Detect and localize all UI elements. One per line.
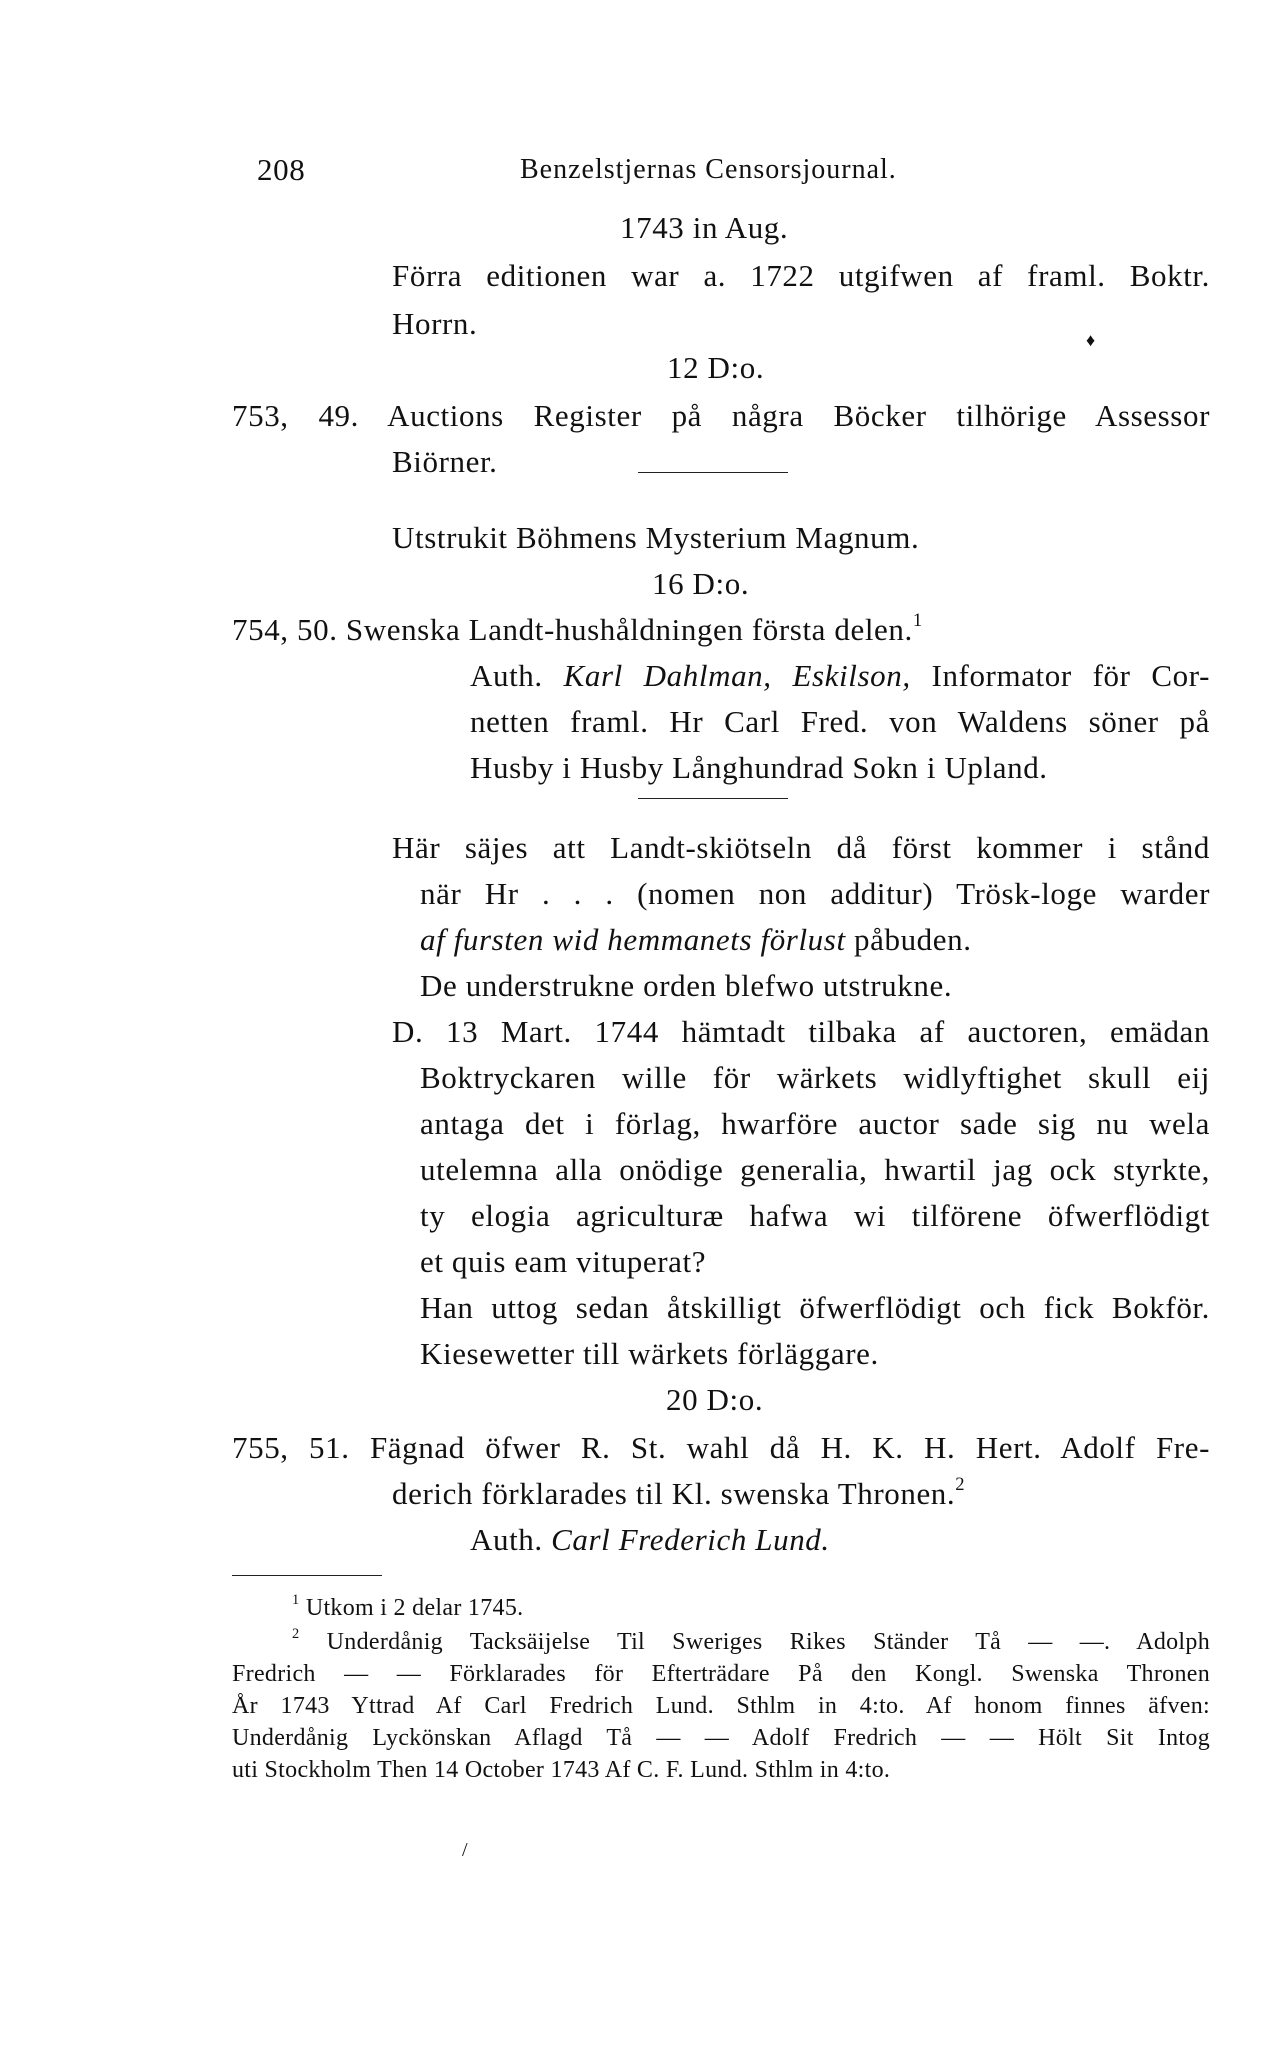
entry-title xyxy=(232,612,923,648)
italic-phrase: af fursten wid hemmanets förlust xyxy=(420,922,846,957)
footnote-2 xyxy=(292,1628,1210,1656)
entry-text: netten framl. Hr Carl Fred. von Waldens söner på xyxy=(470,704,1210,739)
footnote-mark: 1 xyxy=(292,1592,300,1609)
footnote-text: År 1743 Yttrad Af Carl Fredrich Lund. Sthlm in 4:to. Af honom finnes äfven: xyxy=(232,1693,1210,1719)
entry-title: 753, 49. Auctions Register på några Böcker tilhörige Assessor xyxy=(232,398,1210,433)
separator-rule xyxy=(638,472,788,473)
author-name: Carl Frederich Lund. xyxy=(551,1522,830,1557)
entry-text: Utstrukit Böhmens Mysterium Magnum. xyxy=(392,520,920,555)
entry-text: Förra editionen war a. 1722 utgifwen af framl. Boktr. xyxy=(392,258,1210,293)
entry-text: Biörner. xyxy=(392,444,498,479)
entry-text xyxy=(420,922,972,958)
entry-author xyxy=(470,658,1210,694)
entry-text-rest: påbuden. xyxy=(854,922,972,957)
auth-prefix: Auth. xyxy=(470,1522,543,1557)
entry-date: 1743 in Aug. xyxy=(620,210,789,245)
author-name: Eskilson, xyxy=(792,658,911,693)
entry-text: Här säjes att Landt-skiötseln då först kommer i stånd xyxy=(392,830,1210,865)
entry-text: antaga det i förlag, hwarföre auctor sade sig nu wela xyxy=(420,1106,1210,1141)
entry-text: utelemna alla onödige generalia, hwartil jag ock styrkte, xyxy=(420,1152,1210,1187)
separator-rule xyxy=(638,798,788,799)
footnote-text: Underdånig Tacksäijelse Til Sweriges Rikes Ständer Tå — —. Adolph xyxy=(326,1629,1210,1655)
entry-text: Boktryckaren wille för wärkets widlyftighet skull eij xyxy=(420,1060,1210,1095)
footnote-1 xyxy=(292,1594,523,1622)
footnote-rule xyxy=(232,1575,382,1576)
entry-text: ty elogia agriculturæ hafwa wi tilförene öfwerflödigt xyxy=(420,1198,1210,1233)
entry-text xyxy=(392,1476,965,1512)
entry-title: 755, 51. Fägnad öfwer R. St. wahl då H. K. H. Hert. Adolf Fre- xyxy=(232,1430,1210,1465)
footnote-ref: 1 xyxy=(912,610,923,632)
entry-text-main: derich förklarades til Kl. swenska Thronen. xyxy=(392,1476,956,1511)
footnote-mark: 2 xyxy=(292,1626,300,1643)
running-title: Benzelstjernas Censorsjournal. xyxy=(520,154,897,185)
entry-text: Han uttog sedan åtskilligt öfwerflödigt och fick Bokför. xyxy=(420,1290,1210,1325)
entry-text: Husby i Husby Långhundrad Sokn i Upland. xyxy=(470,750,1048,785)
entry-text: när Hr . . . (nomen non additur) Trösk-loge warder xyxy=(420,876,1210,911)
entry-text: Horrn. xyxy=(392,306,478,341)
footnote-text: Utkom i 2 delar 1745. xyxy=(305,1595,524,1621)
entry-text: Informator för Cor- xyxy=(931,658,1211,693)
footnote-ref: 2 xyxy=(955,1474,966,1496)
entry-text: De understrukne orden blefwo utstrukne. xyxy=(420,968,953,1003)
footnote-text: Underdånig Lyckönskan Aflagd Tå — — Adolf Fredrich — — Hölt Sit Intog xyxy=(232,1725,1210,1751)
entry-title-text: 754, 50. Swenska Landt-hushåldningen första delen. xyxy=(232,612,913,647)
footnote-text: Fredrich — — Förklarades för Efterträdare På den Kongl. Swenska Thronen xyxy=(232,1661,1210,1687)
stray-mark: / xyxy=(462,1839,469,1861)
entry-text: et quis eam vituperat? xyxy=(420,1244,707,1279)
auth-prefix: Auth. xyxy=(470,658,543,693)
entry-text: D. 13 Mart. 1744 hämtadt tilbaka af auctoren, emädan xyxy=(392,1014,1210,1049)
entry-author xyxy=(470,1522,830,1558)
entry-date: 20 D:o. xyxy=(666,1382,764,1417)
page-number: 208 xyxy=(257,152,306,187)
stray-mark: ♦ xyxy=(1086,330,1096,350)
author-name: Karl Dahlman, xyxy=(563,658,772,693)
entry-format: 12 D:o. xyxy=(667,350,765,385)
footnote-text: uti Stockholm Then 14 October 1743 Af C. F. Lund. Sthlm in 4:to. xyxy=(232,1757,891,1783)
entry-format: 16 D:o. xyxy=(652,566,750,601)
entry-text: Kiesewetter till wärkets förläggare. xyxy=(420,1336,879,1371)
